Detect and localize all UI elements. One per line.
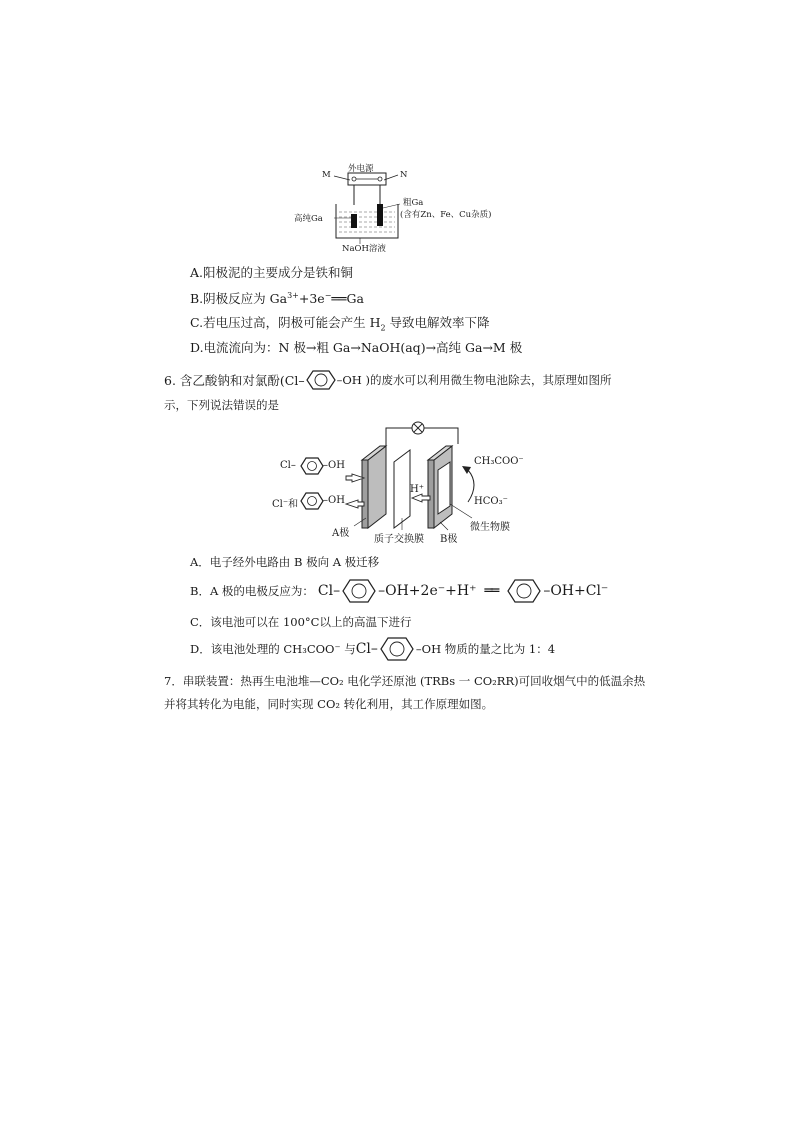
cl-ion-and-label: Cl⁻和 — [272, 499, 299, 510]
naoh-solution-label: NaOH溶液 — [342, 244, 386, 254]
q6-b-cl: Cl– — [317, 583, 341, 599]
q5-c-post: 导致电解效率下降 — [385, 315, 490, 330]
q5-option-a: A.阳极泥的主要成分是铁和铜 — [190, 265, 354, 280]
crude-ga-label: 粗Ga — [403, 198, 424, 208]
bicarbonate-label: HCO₃⁻ — [474, 496, 508, 507]
q6-intro-a: 6. 含乙酸钠和对氯酚(Cl– — [164, 373, 305, 388]
oh-label-top: –OH — [323, 460, 345, 471]
benzene-ring-icon — [378, 634, 416, 664]
q5-b-electrons: +3e — [298, 291, 325, 306]
q6-b-reactants: –OH+2e⁻+H⁺ — [378, 583, 477, 599]
b-electrode-label: B极 — [440, 534, 458, 545]
q5-option-b — [190, 289, 364, 307]
q5-option-c — [190, 313, 490, 333]
benzene-ring-icon — [305, 367, 337, 393]
q7-line2: 并将其转化为电能，同时实现 CO₂ 转化利用，其工作原理如图。 — [164, 697, 494, 711]
q7-line1: 7．串联装置：热再生电池堆—CO₂ 电化学还原池 (TRBs 一 CO₂RR)可回收烟气中的低温余热 — [164, 674, 646, 688]
q6-option-c: C．该电池可以在 100°C以上的高温下进行 — [190, 615, 412, 629]
phenol-ring-bottom — [301, 493, 323, 509]
benzene-ring-icon — [505, 576, 543, 606]
q6-b-equals: ══ — [484, 583, 498, 599]
q6-b-text: B．A 极的电极反应为： — [190, 584, 314, 598]
q6-d-post: –OH 物质的量之比为 1：4 — [415, 642, 556, 656]
q5-b-charge: 3+ — [287, 290, 299, 300]
microbial-cell-figure — [272, 418, 542, 548]
a-electrode-label: A极 — [332, 528, 350, 539]
m-terminal-label: M — [322, 170, 331, 180]
cl-label-top: Cl– — [280, 460, 296, 471]
q6-option-b — [190, 576, 608, 606]
membrane-label: 质子交换膜 — [374, 534, 424, 545]
oh-label-bottom: –OH — [323, 495, 345, 506]
pure-ga-label: 高纯Ga — [294, 214, 323, 224]
impurity-note: (含有Zn、Fe、Cu杂质) — [400, 210, 492, 220]
q5-option-d: D.电流流向为：N 极→粗 Ga→NaOH(aq)→高纯 Ga→M 极 — [190, 340, 523, 355]
electrolysis-figure — [294, 160, 510, 255]
q5-b-text: B.阴极反应为 Ga — [190, 291, 288, 306]
q6-intro-line2: 示，下列说法错误的是 — [164, 398, 279, 412]
benzene-ring-icon — [340, 576, 378, 606]
q6-b-products: –OH+Cl⁻ — [543, 583, 609, 599]
q5-c-text: C.若电压过高，阴极可能会产生 H — [190, 315, 381, 330]
n-terminal-label: N — [400, 170, 408, 180]
power-source-label: 外电源 — [348, 164, 374, 174]
q6-d-text: D．该电池处理的 CH₃COO⁻ 与 — [190, 642, 356, 656]
proton-label: H⁺ — [410, 484, 424, 495]
q5-b-product: ══Ga — [331, 291, 364, 306]
q5-c-sub: 2 — [380, 323, 386, 333]
phenol-ring-top — [301, 458, 323, 474]
q6-intro-b: –OH )的废水可以利用微生物电池除去，其原理如图所 — [336, 373, 612, 387]
q6-d-cl: Cl– — [355, 641, 378, 657]
q6-option-d — [190, 634, 555, 664]
acetate-label: CH₃COO⁻ — [474, 456, 524, 467]
q5-b-sign: − — [324, 290, 332, 300]
biofilm-label: 微生物膜 — [470, 522, 510, 533]
q6-option-a: A．电子经外电路由 B 极向 A 极迁移 — [190, 555, 380, 569]
q6-intro-line1 — [164, 367, 611, 393]
